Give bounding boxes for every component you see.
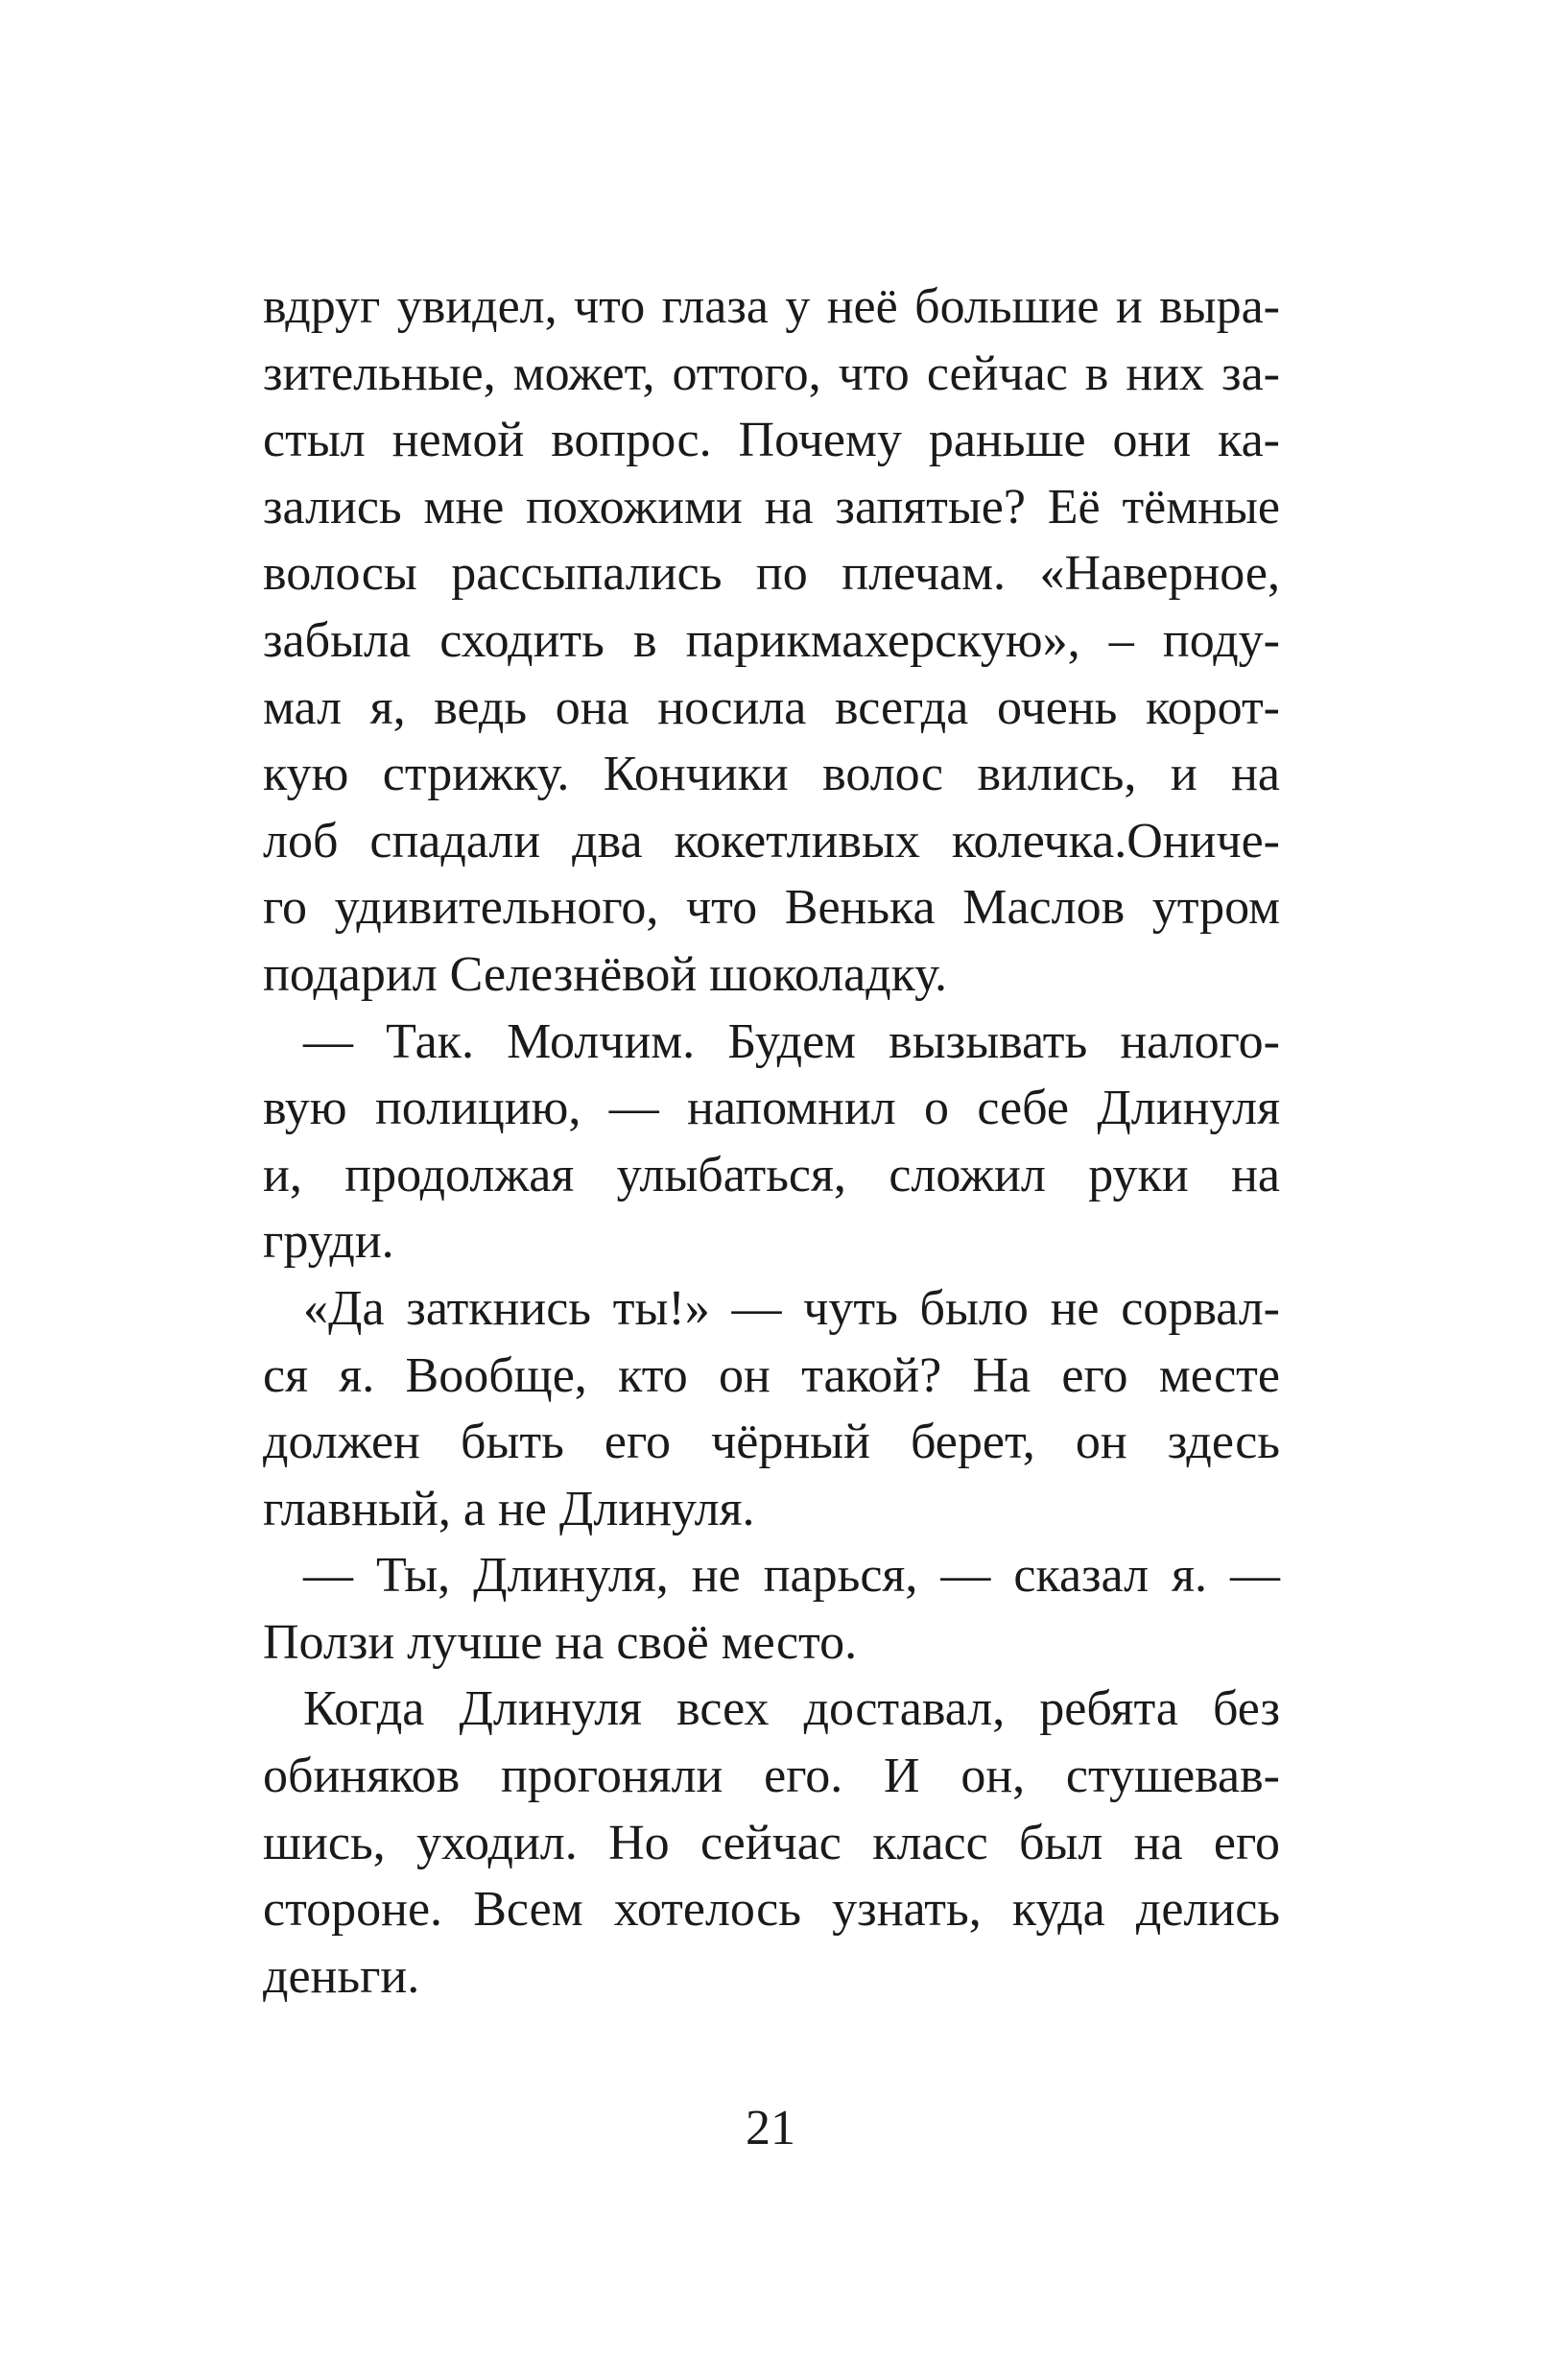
page-text <box>263 274 1280 2010</box>
text-line: вдруг увидел, что глаза у неё большие и выра- <box>263 279 1280 334</box>
text-line: стороне. Всем хотелось узнать, куда делись <box>263 1882 1280 1938</box>
text-line: должен быть его чёрный берет, он здесь <box>263 1415 1280 1470</box>
text-line: волосы рассыпались по плечам. «Наверное, <box>263 546 1280 602</box>
text-line: шись, уходил. Но сейчас класс был на его <box>263 1815 1280 1870</box>
text-line: зались мне похожими на запятые? Её тёмные <box>263 479 1280 535</box>
text-line: го удивительного, что Венька Маслов утром <box>263 880 1280 936</box>
text-line: подарил Селезнёвой шоколадку. <box>263 946 947 1002</box>
text-line: и, продолжая улыбаться, сложил руки на <box>263 1147 1280 1202</box>
text-line: главный, а не Длинуля. <box>263 1481 755 1536</box>
text-line: забыла сходить в парикмахерскую», – поду- <box>263 612 1280 668</box>
text-line: стыл немой вопрос. Почему раньше они ка- <box>263 413 1280 468</box>
text-line: «Да заткнись ты!» — чуть было не сорвал- <box>303 1280 1280 1336</box>
text-line: мал я, ведь она носила всегда очень корот- <box>263 679 1280 735</box>
text-line: зительные, может, оттого, что сейчас в них за- <box>263 345 1280 401</box>
text-line: — Так. Молчим. Будем вызывать налого- <box>303 1013 1280 1069</box>
text-line: обиняков прогоняли его. И он, стушевав- <box>263 1749 1280 1804</box>
text-line: груди. <box>263 1214 394 1270</box>
text-line: — Ты, Длинуля, не парься, — сказал я. — <box>303 1548 1280 1604</box>
text-line: кую стрижку. Кончики волос вились, и на <box>263 747 1280 802</box>
text-line: Ползи лучше на своё место. <box>263 1614 858 1670</box>
text-line: ся я. Вообще, кто он такой? На его месте <box>263 1347 1280 1403</box>
page-number: 21 <box>746 2101 795 2155</box>
text-line: деньги. <box>263 1948 420 2004</box>
text-line: вую полицию, — напомнил о себе Длинуля <box>263 1081 1280 1136</box>
text-line: лоб спадали два кокетливых колечка.Ониче- <box>263 813 1280 869</box>
text-line: Когда Длинуля всех доставал, ребята без <box>303 1681 1280 1737</box>
